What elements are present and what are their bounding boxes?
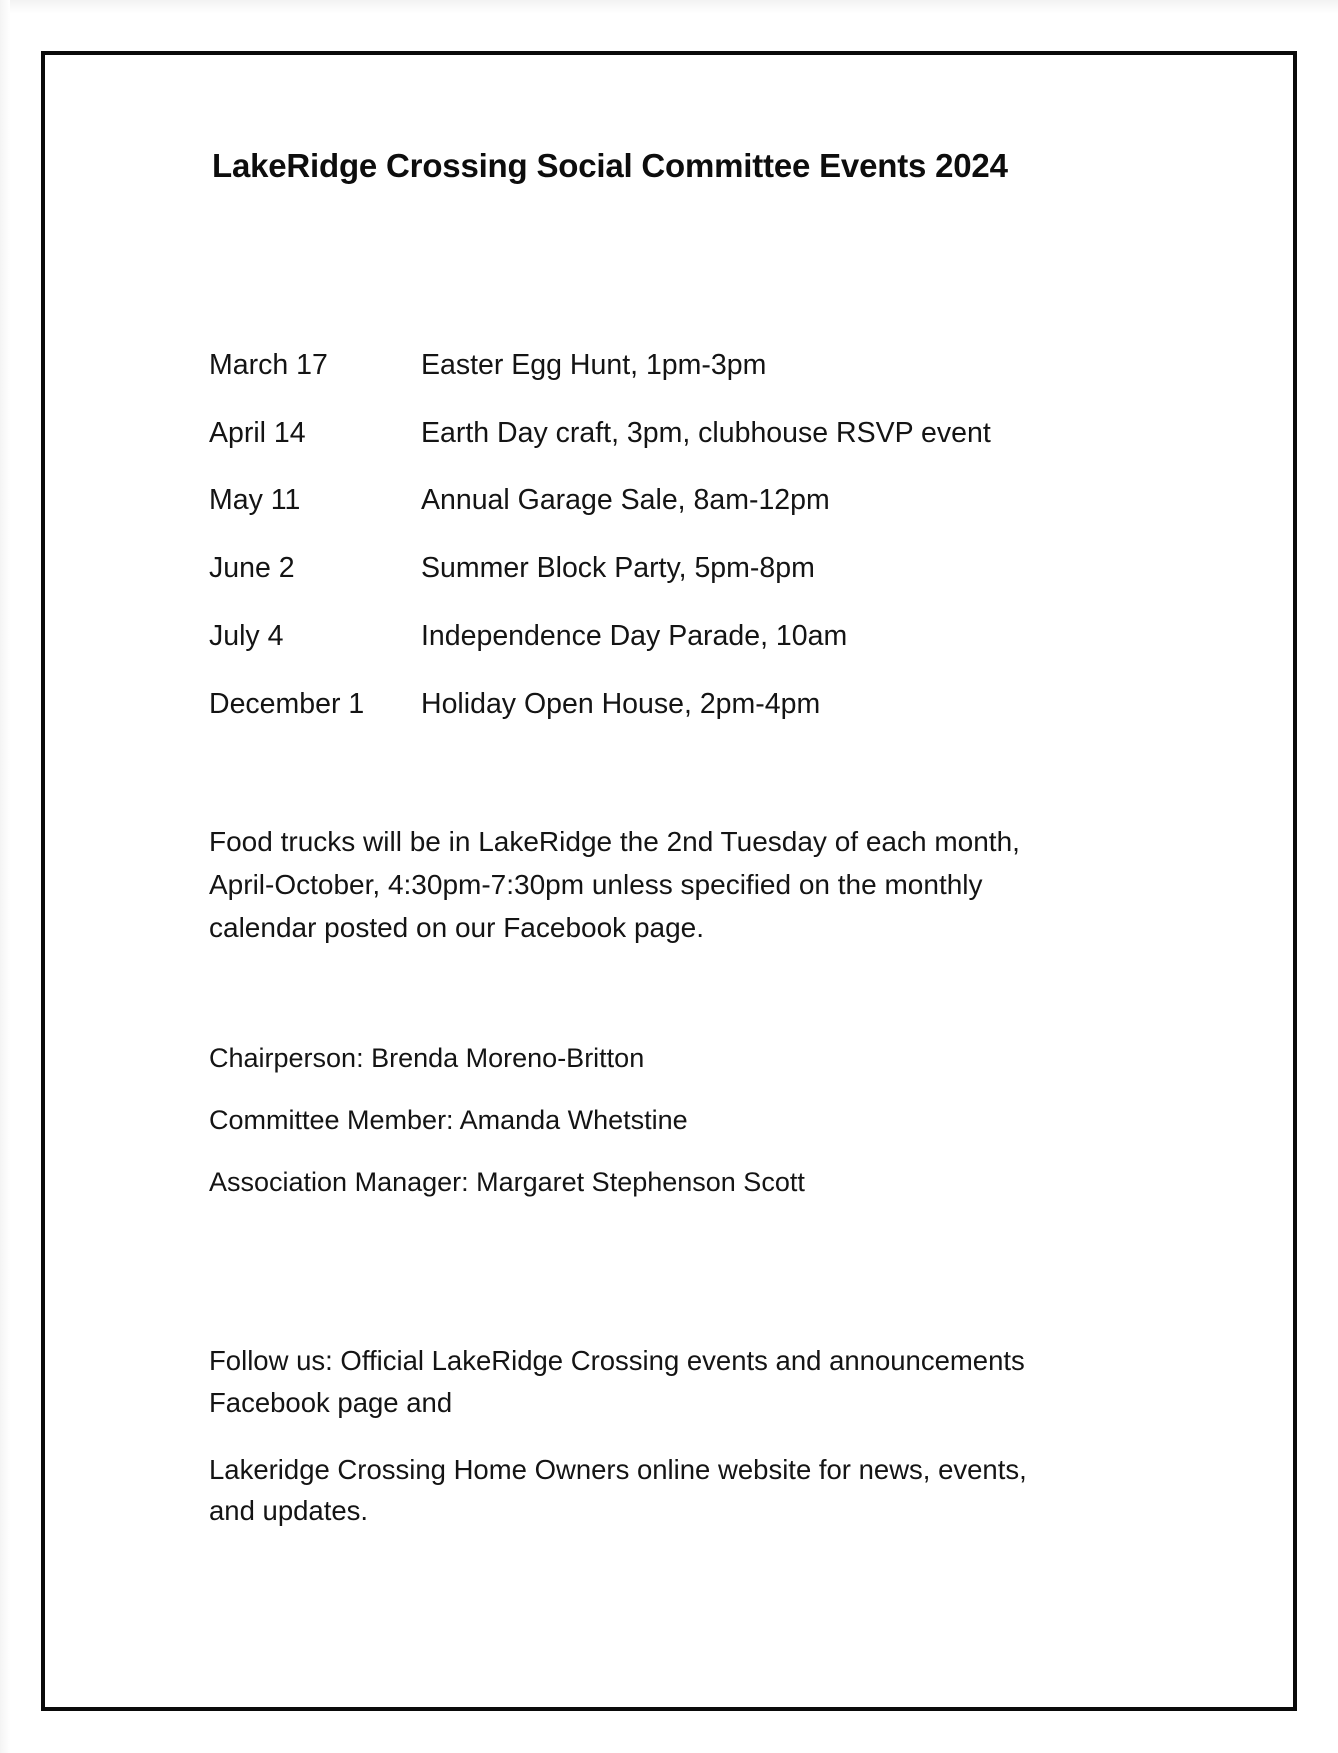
roster-committee-member: Committee Member: Amanda Whetstine bbox=[209, 1105, 688, 1136]
roster-association-manager: Association Manager: Margaret Stephenson Scott bbox=[209, 1167, 805, 1198]
table-row bbox=[209, 551, 991, 619]
table-row bbox=[209, 619, 991, 687]
follow-us-section bbox=[209, 1340, 1109, 1531]
event-description: Earth Day craft, 3pm, clubhouse RSVP event bbox=[421, 416, 991, 449]
event-date: May 11 bbox=[209, 484, 301, 517]
event-date: December 1 bbox=[209, 687, 365, 720]
event-description: Annual Garage Sale, 8am-12pm bbox=[421, 484, 830, 517]
page-title: LakeRidge Crossing Social Committee Events 2024 bbox=[212, 147, 1008, 184]
event-date: April 14 bbox=[209, 416, 306, 449]
roster-chairperson: Chairperson: Brenda Moreno-Britton bbox=[209, 1043, 645, 1074]
follow-us-website-line: Lakeridge Crossing Home Owners online website for news, events, and updates. bbox=[209, 1453, 1027, 1527]
event-date: July 4 bbox=[209, 619, 284, 652]
events-schedule-table bbox=[209, 348, 991, 722]
event-description: Independence Day Parade, 10am bbox=[421, 619, 848, 652]
event-date: March 17 bbox=[209, 348, 328, 381]
scan-edge-shading-left bbox=[0, 0, 10, 1753]
scan-edge-shading-top bbox=[0, 0, 1338, 14]
document-content bbox=[209, 145, 1109, 1531]
event-description: Summer Block Party, 5pm-8pm bbox=[421, 552, 815, 585]
committee-roster bbox=[209, 1041, 1109, 1200]
event-description: Easter Egg Hunt, 1pm-3pm bbox=[421, 348, 767, 381]
food-trucks-section bbox=[209, 821, 1109, 949]
table-row bbox=[209, 348, 991, 416]
follow-us-facebook-line: Follow us: Official LakeRidge Crossing events and announcements Facebook page and bbox=[209, 1345, 1025, 1418]
food-trucks-note: Food trucks will be in LakeRidge the 2nd Tuesday of each month, April-October, 4:30pm-7:30pm unless specified on the monthly calendar posted on our Facebook page. bbox=[209, 826, 1020, 943]
table-row bbox=[209, 416, 991, 484]
event-date: June 2 bbox=[209, 552, 295, 585]
table-row bbox=[209, 483, 991, 551]
table-row bbox=[209, 687, 991, 722]
document-border-frame bbox=[41, 51, 1297, 1711]
event-description: Holiday Open House, 2pm-4pm bbox=[421, 687, 821, 720]
